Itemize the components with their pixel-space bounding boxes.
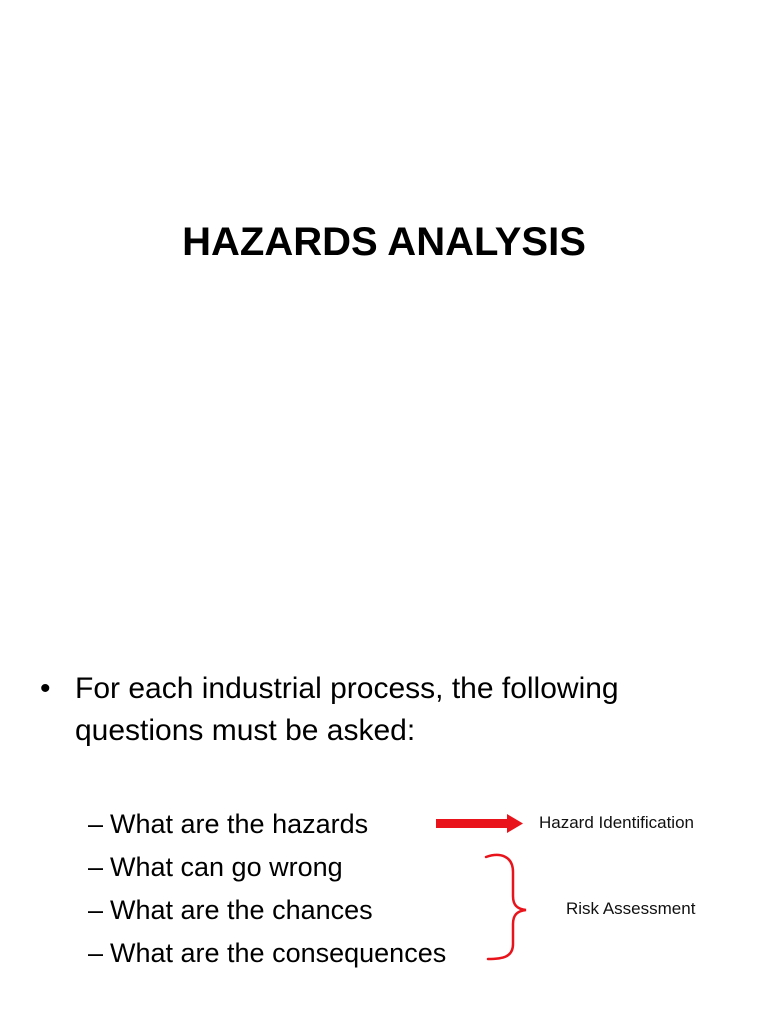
question-text: What are the hazards bbox=[110, 809, 369, 839]
arrow-head bbox=[507, 814, 523, 833]
hazard-identification-label: Hazard Identification bbox=[539, 813, 694, 832]
right-arrow-icon bbox=[436, 814, 523, 833]
question-text: What are the consequences bbox=[110, 938, 447, 968]
dash-marker: – bbox=[88, 938, 104, 968]
right-brace-icon bbox=[486, 855, 526, 959]
question-text: What are the chances bbox=[110, 895, 373, 925]
dash-marker: – bbox=[88, 809, 104, 839]
bullet-text: For each industrial process, the following questions must be asked: bbox=[75, 672, 619, 747]
arrow-shaft bbox=[436, 819, 508, 828]
slide-title: HAZARDS ANALYSIS bbox=[182, 220, 586, 264]
bullet-marker: • bbox=[40, 672, 51, 705]
dash-marker: – bbox=[88, 852, 104, 882]
risk-assessment-label: Risk Assessment bbox=[566, 899, 696, 918]
dash-marker: – bbox=[88, 895, 104, 925]
question-text: What can go wrong bbox=[110, 852, 343, 882]
